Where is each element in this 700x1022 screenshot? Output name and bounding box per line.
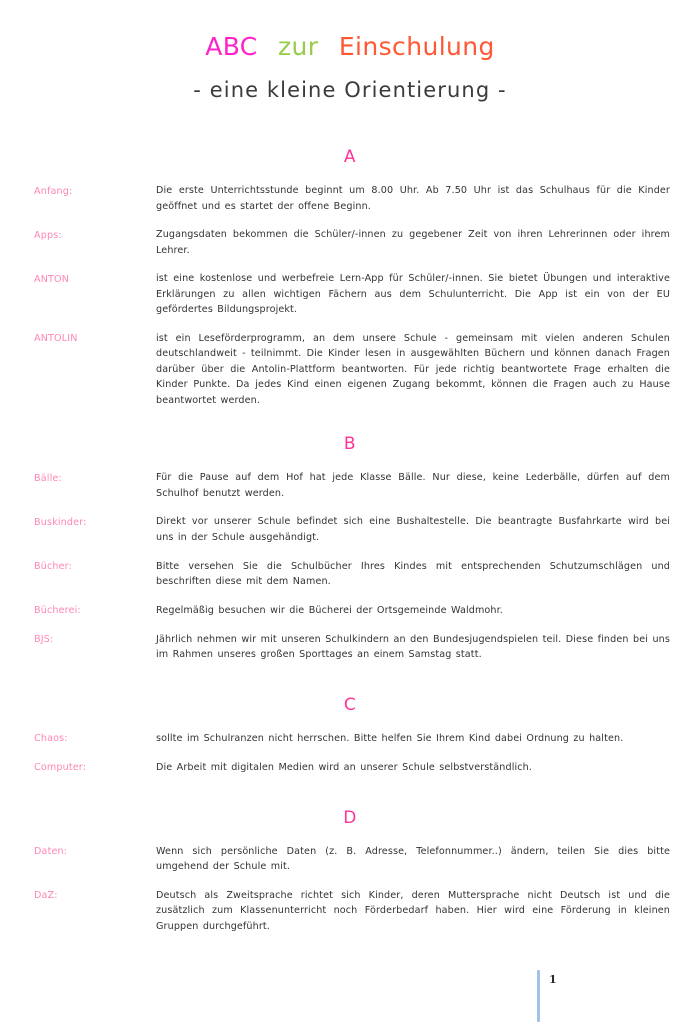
- glossary-entry: [34, 888, 672, 935]
- entry-text: ist ein Leseförderprogramm, an dem unsere Schule - gemeinsam mit vielen anderen Schulen deutschlandweit - teilnimmt. Die Kinder lesen in ausgewählten Büchern und können danach Fragen darüber über die Antolin-Plattform beantworten. Für jede richtig beantwortete Frage erhalten die Kinder Punkte. Da jedes Kind einen eigenen Zugang bekommt, können die Fragen auch zu Hause beantwortet werden.: [156, 332, 670, 406]
- section-letter-b: B: [343, 434, 357, 455]
- entry-text: Die erste Unterrichtsstunde beginnt um 8.00 Uhr. Ab 7.50 Uhr ist das Schulhaus für die Kinder geöffnet und es startet der offene Beginn.: [156, 185, 670, 212]
- title-word-zur: zur: [278, 32, 319, 61]
- entry-text: Deutsch als Zweitsprache richtet sich Kinder, deren Muttersprache nicht Deutsch ist und die zusätzlich zum Klassenunterricht noch Förderbedarf haben. Hier wird eine Förderung in kleinen Gruppen durchgeführt.: [156, 889, 670, 932]
- glossary-entry: [34, 731, 672, 747]
- glossary-entry: [34, 183, 672, 214]
- entry-term: DaZ:: [34, 890, 58, 902]
- glossary-entry: [34, 470, 672, 501]
- section-a: [0, 147, 700, 408]
- entry-term: Buskinder:: [34, 516, 87, 528]
- section-letter-d: D: [343, 807, 357, 828]
- entry-term: Bücher:: [34, 561, 72, 572]
- glossary-entry: [34, 603, 672, 619]
- entry-text: Direkt vor unserer Schule befindet sich eine Bushaltestelle. Die beantragte Busfahrkarte wird bei uns in der Schule ausgehändigt.: [156, 516, 670, 543]
- entry-text: ist eine kostenlose und werbefreie Lern-App für Schüler/-innen. Sie bietet Übungen und interaktive Erklärungen zu allen wichtigen Fächern aus dem Schulunterricht. Die App ist ein von der EU gefördertes Bildungsprojekt.: [156, 273, 670, 316]
- glossary-entry: [34, 559, 672, 590]
- section-d: [0, 808, 700, 935]
- section-b-entries: [0, 470, 700, 662]
- entry-text: Zugangsdaten bekommen die Schüler/-innen zu gegebener Zeit von ihren Lehrerinnen oder ihrem Lehrer.: [156, 229, 670, 256]
- section-letter-a: A: [343, 147, 357, 167]
- footer-divider-rule: [537, 970, 540, 1022]
- entry-term: Anfang:: [34, 185, 73, 197]
- glossary-entry: [34, 760, 672, 776]
- page-number: 1: [549, 973, 557, 986]
- section-letter-c: C: [343, 694, 357, 715]
- document-page: [0, 32, 700, 1022]
- glossary-entry: [34, 331, 672, 409]
- glossary-entry: [34, 632, 672, 663]
- entry-text: Jährlich nehmen wir mit unseren Schulkindern an den Bundesjugendspielen teil. Diese finden bei uns im Rahmen unseres großen Sporttages an einem Samstag statt.: [156, 633, 670, 661]
- entry-term: ANTOLIN: [34, 333, 78, 345]
- entry-term: Chaos:: [34, 733, 68, 745]
- entry-text: sollte im Schulranzen nicht herrschen. Bitte helfen Sie Ihrem Kind dabei Ordnung zu halten.: [156, 732, 624, 744]
- entry-text: Regelmäßig besuchen wir die Bücherei der Ortsgemeinde Waldmohr.: [156, 604, 503, 616]
- entry-term: Bälle:: [34, 472, 62, 484]
- title-word-einschulung: Einschulung: [338, 32, 495, 61]
- entry-term: Bücherei:: [34, 605, 81, 617]
- glossary-entry: [34, 844, 672, 875]
- section-a-entries: [0, 183, 700, 408]
- glossary-entry: [34, 514, 672, 545]
- glossary-entry: [34, 271, 672, 318]
- page-subtitle: - eine kleine Orientierung -: [193, 78, 507, 102]
- entry-term: Computer:: [34, 762, 87, 774]
- section-d-entries: [0, 844, 700, 935]
- entry-term: BJS:: [34, 634, 54, 646]
- entry-text: Wenn sich persönliche Daten (z. B. Adresse, Telefonnummer..) ändern, teilen Sie dies bitte umgehend der Schule mit.: [156, 845, 670, 873]
- entry-term: Apps:: [34, 229, 62, 241]
- section-c: [0, 695, 700, 776]
- title-word-abc: ABC: [205, 32, 258, 61]
- section-c-entries: [0, 731, 700, 776]
- section-b: [0, 434, 700, 662]
- entry-term: Daten:: [34, 846, 68, 858]
- entry-text: Bitte versehen Sie die Schulbücher Ihres Kindes mit entsprechenden Schutzumschlägen und beschriften diese mit dem Namen.: [156, 560, 670, 588]
- entry-text: Für die Pause auf dem Hof hat jede Klasse Bälle. Nur diese, keine Lederbälle, dürfen auf dem Schulhof benutzt werden.: [156, 472, 670, 499]
- glossary-entry: [34, 227, 672, 258]
- document-title-block: [0, 32, 700, 102]
- page-title: [0, 32, 700, 62]
- page-footer: [537, 970, 557, 1022]
- entry-text: Die Arbeit mit digitalen Medien wird an unserer Schule selbstverständlich.: [156, 761, 533, 773]
- entry-term: ANTON: [34, 273, 70, 285]
